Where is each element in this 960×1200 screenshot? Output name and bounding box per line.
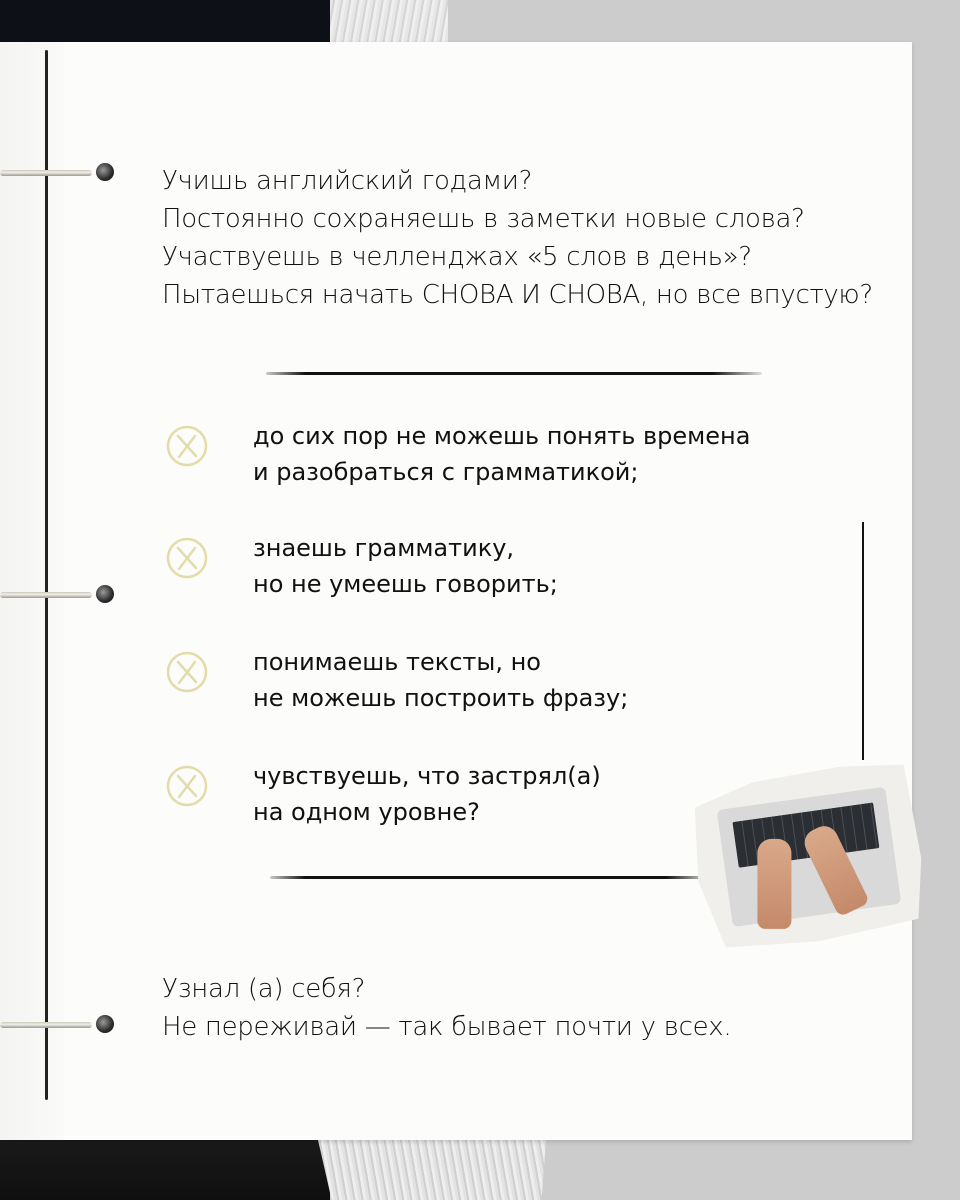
list-item-text: чувствуешь, что застрял(а) на одном уровне? [253, 762, 601, 826]
binder-ring-icon [0, 168, 100, 178]
list-item-text: понимаешь тексты, но не можешь построить фразу; [253, 648, 629, 712]
binder-ring-icon [0, 590, 100, 600]
vertical-accent-line [862, 522, 864, 760]
background-dark-fabric-bottom [0, 1140, 330, 1200]
outro-line: Узнал (а) себя? [162, 974, 366, 1004]
x-circle-icon [165, 650, 209, 694]
background-paper-texture-bottom [318, 1140, 546, 1200]
intro-line: Участвуешь в челленджах «5 слов в день»? [162, 242, 752, 272]
laptop-icon [717, 787, 902, 928]
x-circle-icon [165, 536, 209, 580]
left-hand [757, 839, 791, 929]
outro-text [162, 970, 731, 1046]
divider-bottom [270, 876, 710, 879]
outro-line: Не переживай — так бывает почти у всех. [162, 1012, 732, 1042]
intro-line: Постоянно сохраняешь в заметки новые слова? [162, 204, 805, 234]
list-item-text: знаешь грамматику, но не умеешь говорить; [253, 534, 558, 598]
x-circle-icon [165, 424, 209, 468]
list-item-text: до сих пор не можешь понять времена и разобраться с грамматикой; [253, 422, 751, 486]
binder-spine-line [45, 50, 48, 1100]
background-dark-fabric-top [0, 0, 330, 44]
intro-line: Пытаешься начать СНОВА И СНОВА, но все впустую? [162, 280, 873, 310]
intro-line: Учишь английский годами? [162, 166, 533, 196]
binder-ring-icon [0, 1020, 100, 1030]
intro-questions [162, 162, 873, 314]
background-paper-texture-top [330, 0, 448, 44]
x-circle-icon [165, 764, 209, 808]
divider-top [266, 372, 762, 375]
